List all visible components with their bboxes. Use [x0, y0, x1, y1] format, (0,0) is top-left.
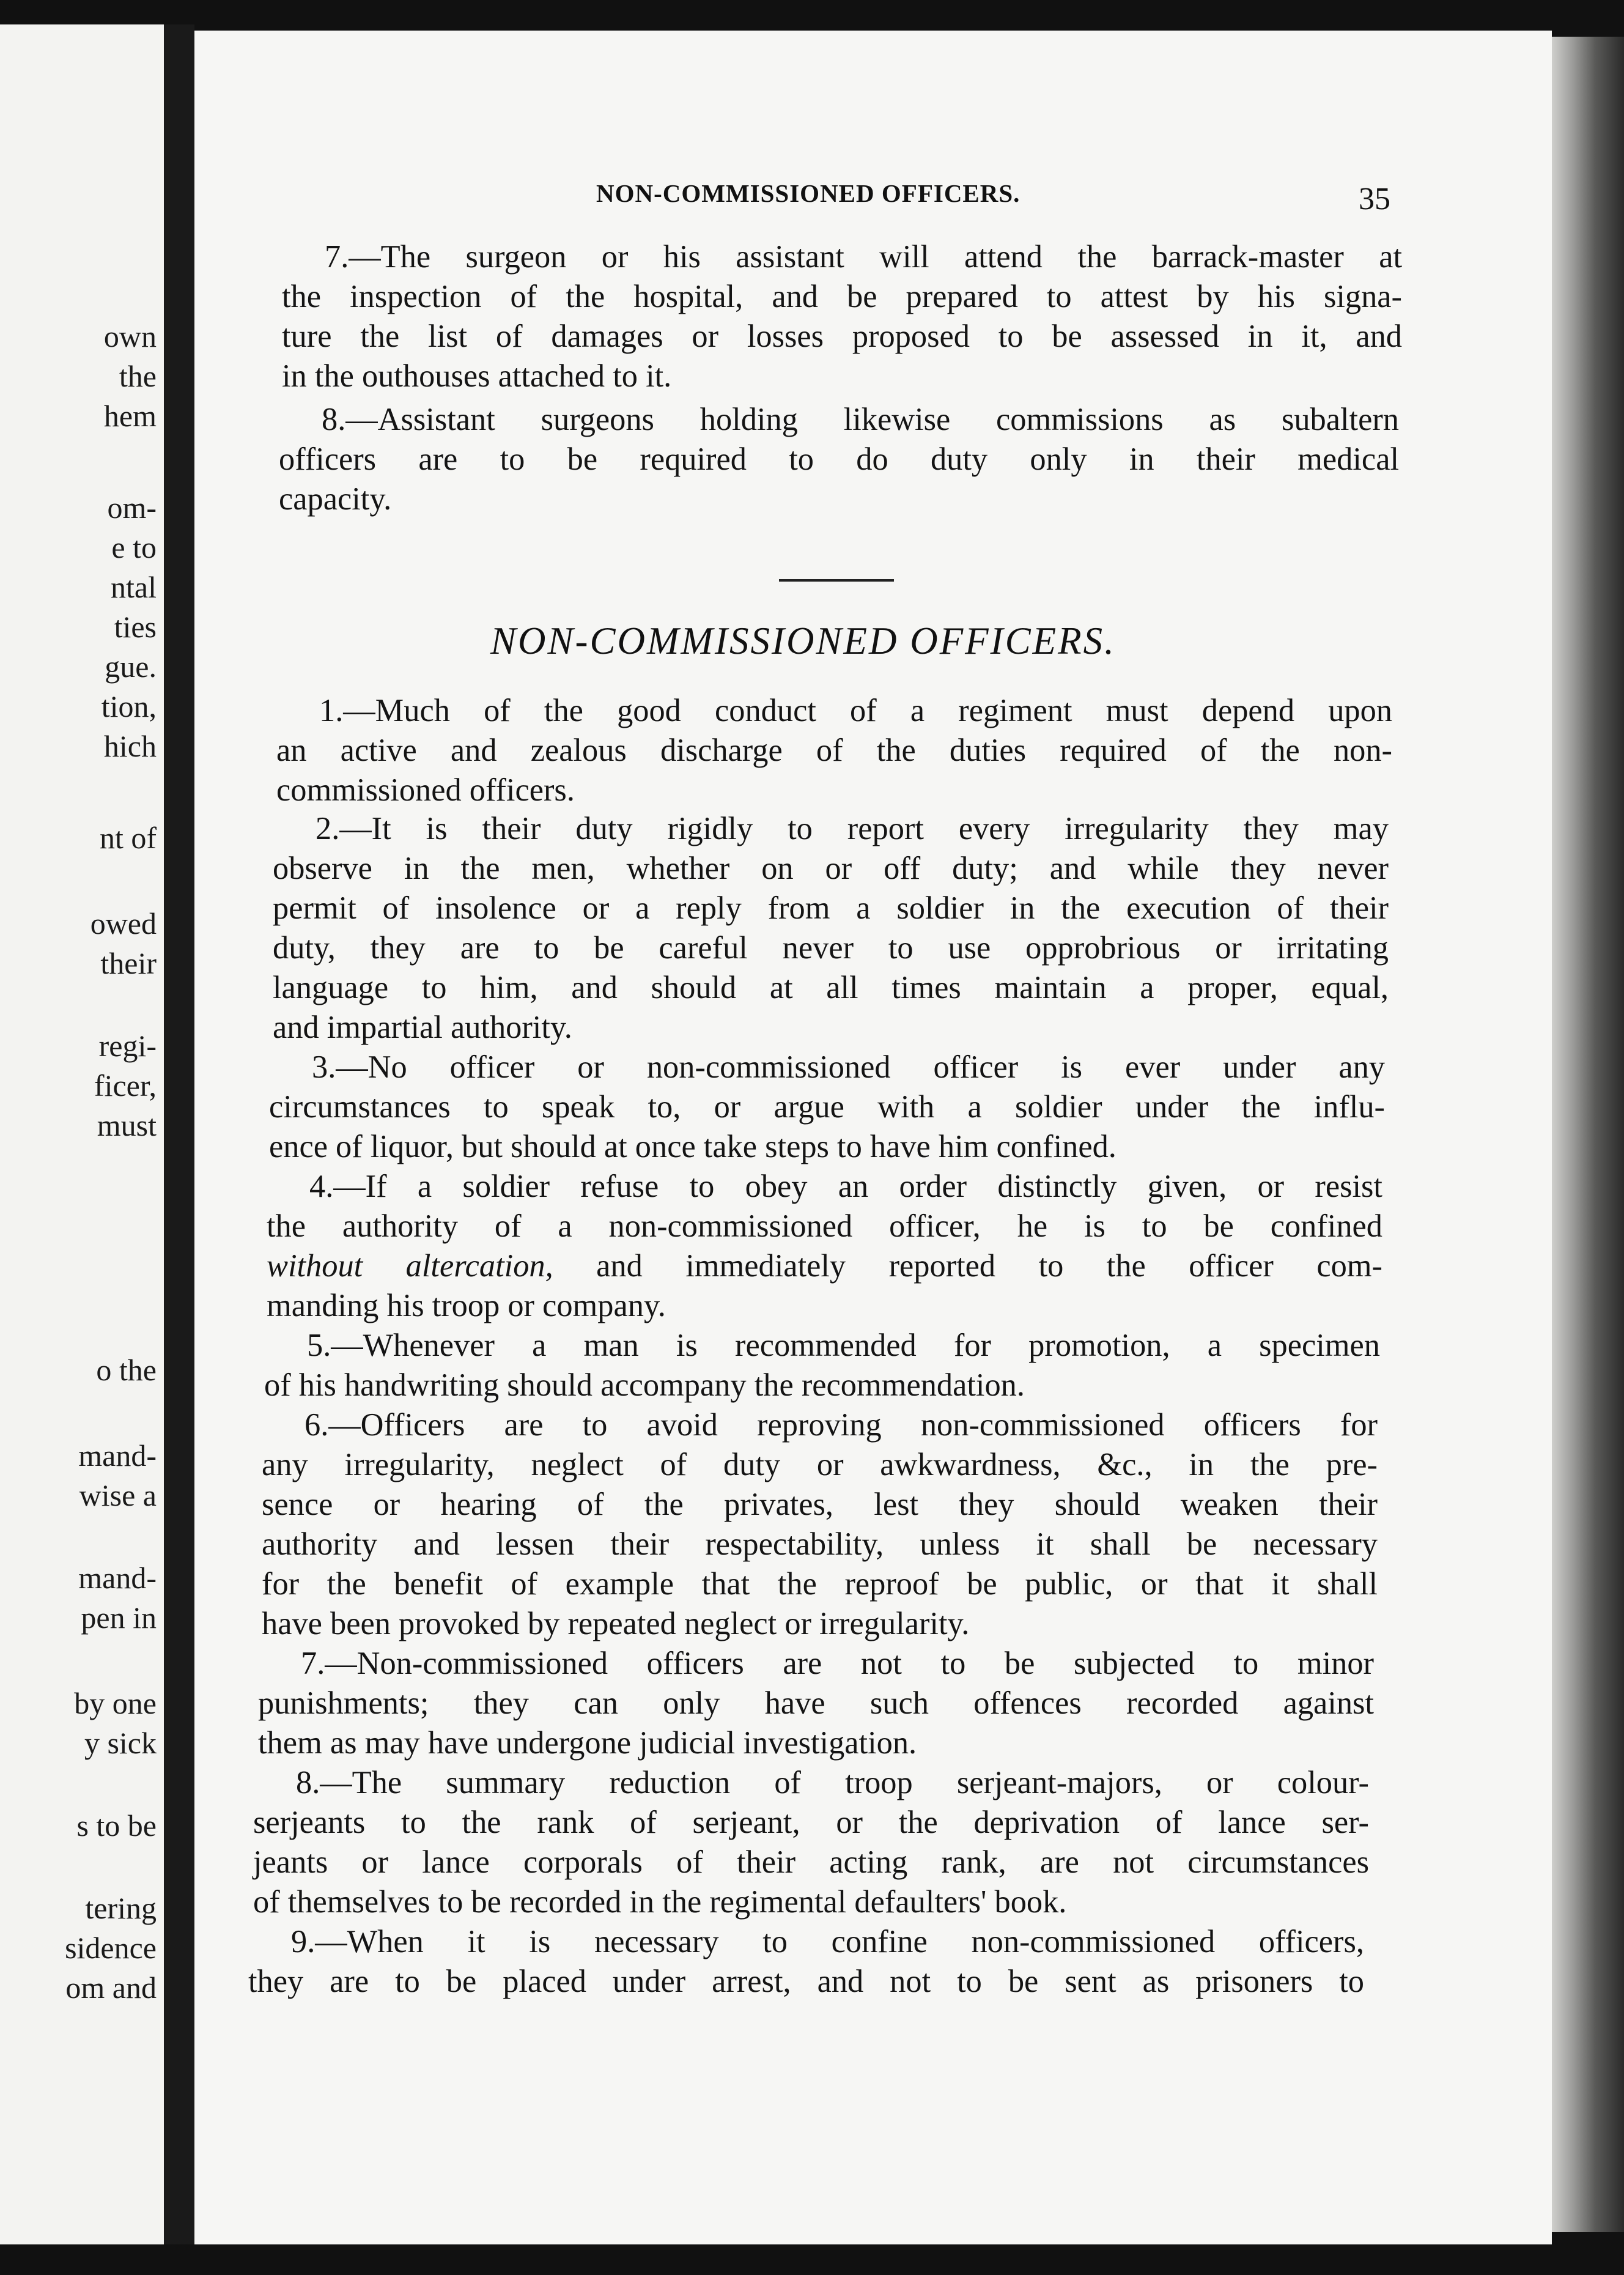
text-line: ence of liquor, but should at once take steps to have him confined. [269, 1129, 1116, 1164]
section-title: NON-COMMISSIONED OFFICERS. [490, 620, 1116, 662]
left-page-fragment: ties [114, 610, 157, 644]
paragraph [276, 691, 1392, 810]
left-page-fragment: the [119, 359, 157, 393]
left-page-fragment: ficer, [94, 1068, 157, 1103]
text-line: 3.—No officer or non-commissioned officer is ever under any [312, 1049, 1385, 1085]
text-line: of themselves to be recorded in the regimental defaulters' book. [253, 1884, 1067, 1920]
text-line: 6.—Officers are to avoid reproving non-commissioned officers for [304, 1407, 1378, 1443]
text-line: manding his troop or company. [267, 1288, 666, 1323]
left-page-fragment: wise a [79, 1478, 157, 1512]
left-page-fragment: y sick [84, 1726, 157, 1760]
left-page-fragment: mand- [78, 1561, 157, 1595]
text-line: commissioned officers. [276, 772, 575, 808]
italic-phrase: without altercation, [267, 1248, 553, 1284]
text-line: serjeants to the rank of serjeant, or the deprivation of lance ser- [253, 1805, 1369, 1840]
left-page-fragment: own [103, 319, 157, 353]
left-page-fragment: o the [96, 1353, 157, 1387]
left-page-fragment: must [97, 1108, 157, 1142]
paragraph [267, 1167, 1382, 1326]
left-page-fragment: mand- [78, 1438, 157, 1473]
text-line: 7.—Non-commissioned officers are not to be subjected to minor [301, 1646, 1374, 1681]
left-facing-page [0, 24, 164, 2244]
text-line: 4.—If a soldier refuse to obey an order distinctly given, or resist [309, 1169, 1382, 1204]
text-line: circumstances to speak to, or argue with a soldier under the influ- [269, 1089, 1385, 1125]
paragraph [258, 1644, 1374, 1763]
text-line: them as may have undergone judicial investigation. [258, 1725, 917, 1761]
text-line: 8.—The summary reduction of troop serjeant-majors, or colour- [296, 1765, 1369, 1800]
text-line: in the outhouses attached to it. [282, 358, 672, 394]
text-line: 9.—When it is necessary to confine non-commissioned officers, [291, 1924, 1364, 1959]
left-page-fragment: by one [74, 1686, 157, 1720]
left-page-fragment: pen in [81, 1600, 157, 1635]
left-page-fragment: nt of [99, 821, 157, 855]
text-line: punishments; they can only have such offences recorded against [258, 1685, 1374, 1721]
left-page-fragment: their [100, 946, 157, 980]
text-line: the inspection of the hospital, and be prepared to attest by his signa- [282, 279, 1402, 314]
text-line: for the benefit of example that the reproof be public, or that it shall [262, 1566, 1378, 1602]
page-stack-edge [1552, 37, 1624, 2232]
text-line: authority and lessen their respectability, unless it shall be necessary [262, 1526, 1378, 1562]
paragraph [248, 1922, 1364, 2002]
text-line: permit of insolence or a reply from a soldier in the execution of their [273, 890, 1389, 926]
text-line: have been provoked by repeated neglect or irregularity. [262, 1606, 970, 1641]
left-page-fragment: tion, [101, 689, 157, 723]
text-line: 5.—Whenever a man is recommended for promotion, a specimen [307, 1328, 1380, 1363]
text-line: 8.—Assistant surgeons holding likewise commissions as subaltern [322, 402, 1399, 437]
paragraph [269, 1048, 1385, 1167]
running-head: NON-COMMISSIONED OFFICERS. [596, 179, 1021, 207]
left-page-fragment: hem [103, 399, 157, 433]
left-page-fragment: s to be [76, 1808, 157, 1843]
left-page-fragment: om and [65, 1970, 157, 2005]
left-page-fragment: e to [111, 530, 157, 564]
text-line: they are to be placed under arrest, and not to be sent as prisoners to [248, 1964, 1364, 1999]
text-line: and impartial authority. [273, 1010, 572, 1045]
text-line: jeants or lance corporals of their acting rank, are not circumstances [253, 1844, 1369, 1880]
text-line: sence or hearing of the privates, lest they should weaken their [262, 1487, 1378, 1522]
text-line: the authority of a non-commissioned officer, he is to be confined [267, 1208, 1382, 1244]
paragraph [282, 237, 1402, 396]
paragraph [264, 1326, 1380, 1405]
text-line: without altercation, and immediately reported to the officer com- [267, 1248, 1382, 1284]
page-number: 35 [1359, 182, 1390, 216]
text-line: observe in the men, whether on or off duty; and while they never [273, 851, 1389, 886]
text-line: an active and zealous discharge of the duties required of the non- [276, 733, 1392, 768]
text-line: officers are to be required to do duty only in their medical [279, 442, 1399, 477]
left-page-fragment: owed [90, 906, 157, 941]
text-line: of his handwriting should accompany the recommendation. [264, 1367, 1025, 1403]
text-line: capacity. [279, 481, 392, 517]
text-line: language to him, and should at all times maintain a proper, equal, [273, 970, 1389, 1005]
text-line: 7.—The surgeon or his assistant will attend the barrack-master at [325, 239, 1402, 275]
paragraph [279, 400, 1399, 519]
left-page-fragment: sidence [65, 1931, 157, 1965]
left-page-fragment: gue. [105, 649, 157, 684]
text-line: duty, they are to be careful never to use opprobrious or irritating [273, 930, 1389, 966]
text-line: any irregularity, neglect of duty or awkwardness, &c., in the pre- [262, 1447, 1378, 1482]
left-page-fragment: regi- [98, 1029, 157, 1063]
text-line: 2.—It is their duty rigidly to report every irregularity they may [316, 811, 1389, 846]
paragraph [262, 1405, 1378, 1644]
paragraph [253, 1763, 1369, 1922]
text-line: ture the list of damages or losses proposed to be assessed in it, and [282, 319, 1402, 354]
book-gutter [164, 24, 194, 2244]
section-divider [779, 579, 894, 582]
left-page-fragment: hich [103, 729, 157, 763]
text-line: 1.—Much of the good conduct of a regiment must depend upon [319, 693, 1392, 728]
paragraph [273, 809, 1389, 1048]
left-page-fragment: tering [85, 1891, 157, 1925]
left-page-fragment: om- [107, 490, 157, 525]
left-page-fragment: ntal [111, 570, 157, 604]
